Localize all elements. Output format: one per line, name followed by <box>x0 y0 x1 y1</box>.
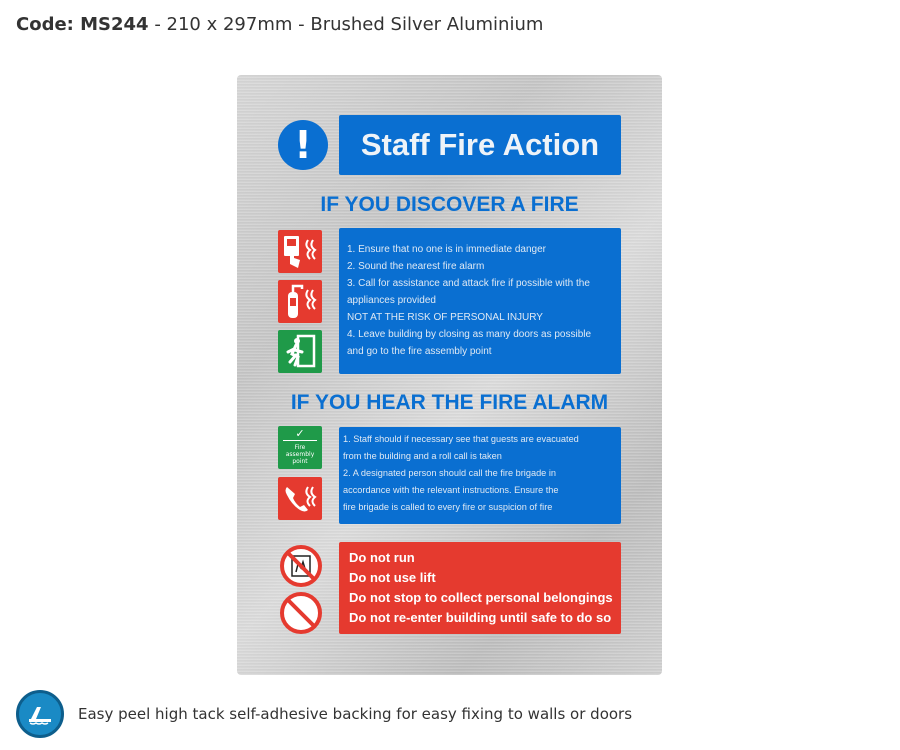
instruction-line: 3. Call for assistance and attack fire if possible with the <box>347 278 590 289</box>
warning-line: Do not use lift <box>349 570 436 585</box>
product-code-line <box>16 14 543 35</box>
adhesive-peel-icon <box>16 690 64 738</box>
instruction-line: 1. Staff should if necessary see that guests are evacuated <box>343 434 579 444</box>
feature-text: Easy peel high tack self-adhesive backing for easy fixing to walls or doors <box>78 705 633 723</box>
instruction-line: 4. Leave building by closing as many doors as possible <box>347 329 592 340</box>
feature-row <box>16 690 632 738</box>
prohibition-icon <box>279 591 319 631</box>
fire-telephone-icon <box>278 477 322 520</box>
section1-heading: IF YOU DISCOVER A FIRE <box>320 193 579 216</box>
instruction-line: 1. Ensure that no one is in immediate danger <box>347 244 547 255</box>
instruction-line: accordance with the relevant instructions. Ensure the <box>343 485 559 495</box>
assembly-label: Fire <box>294 444 306 451</box>
mandatory-symbol: ! <box>294 123 312 167</box>
running-man-exit-icon <box>278 330 322 373</box>
section2-instructions <box>339 427 621 524</box>
section2-heading: IF YOU HEAR THE FIRE ALARM <box>290 391 609 414</box>
product-code: Code: MS244 <box>16 14 149 35</box>
warning-line: Do not re-enter building until safe to do so <box>349 610 612 625</box>
instruction-line: and go to the fire assembly point <box>347 346 492 357</box>
warnings-box <box>339 542 621 634</box>
fire-alarm-call-point-icon <box>278 230 322 273</box>
section1-instructions <box>339 228 621 374</box>
warning-line: Do not stop to collect personal belongings <box>349 590 613 605</box>
fire-assembly-point-icon <box>278 426 322 469</box>
no-lift-icon <box>279 544 319 584</box>
mandatory-action-icon <box>278 120 328 170</box>
instruction-line: 2. A designated person should call the fire brigade in <box>343 468 556 478</box>
instruction-line: fire brigade is called to every fire or suspicion of fire <box>343 502 553 512</box>
fire-extinguisher-icon <box>278 280 322 323</box>
product-spec: - 210 x 297mm - Brushed Silver Aluminium <box>148 14 544 35</box>
instruction-line: from the building and a roll call is taken <box>343 451 502 461</box>
instruction-line: NOT AT THE RISK OF PERSONAL INJURY <box>347 312 543 323</box>
instruction-line: appliances provided <box>347 295 436 306</box>
fire-action-sign <box>237 75 662 675</box>
instruction-line: 2. Sound the nearest fire alarm <box>347 261 485 272</box>
warning-line: Do not run <box>349 550 415 565</box>
assembly-tick-icon: ✓ <box>283 427 317 441</box>
sign-title: Staff Fire Action <box>339 115 621 175</box>
assembly-label: assembly <box>285 451 315 458</box>
assembly-label: point <box>292 458 308 465</box>
